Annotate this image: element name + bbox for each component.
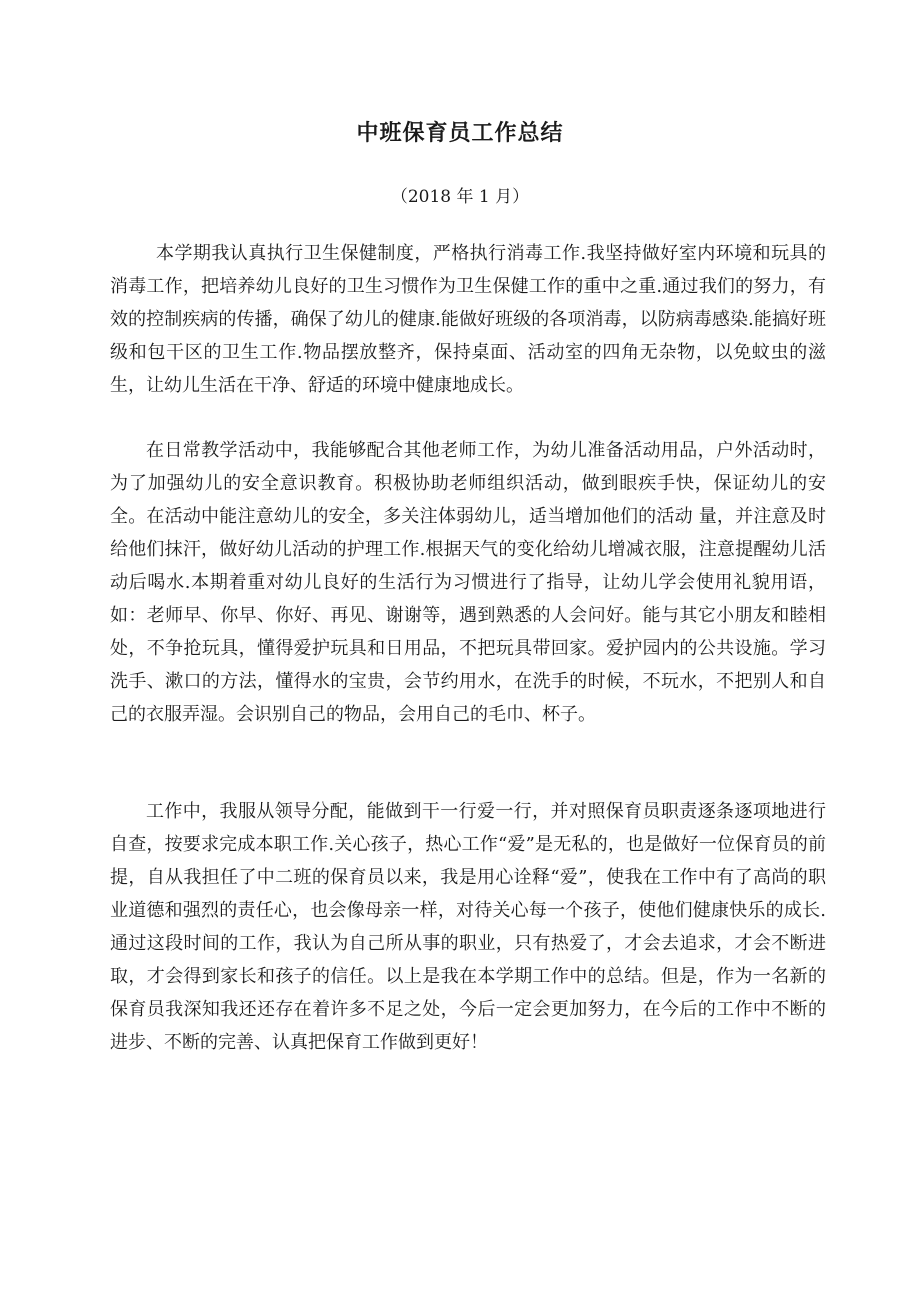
paragraph-1: 本学期我认真执行卫生保健制度，严格执行消毒工作.我坚持做好室内环境和玩具的消毒工作，把培养幼儿良好的卫生习惯作为卫生保健工作的重中之重.通过我们的努力，有效的控制疾病的传播，确保了幼儿的健康.能做好班级的各项消毒，以防病毒感染.能搞好班级和包干区的卫生工作.物品摆放整齐，保持桌面、活动室的四角无杂物，以免蚊虫的滋生，让幼儿生活在干净、舒适的环境中健康地成长。 bbox=[110, 243, 826, 396]
document-title: 中班保育员工作总结 bbox=[356, 121, 564, 146]
paragraph-3: 工作中，我服从领导分配，能做到干一行爱一行，并对照保育员职责逐条逐项地进行自查，按要求完成本职工作.关心孩子，热心工作“爱”是无私的，也是做好一位保育员的前提，自从我担任了中二班的保育员以来，我是用心诠释“爱”，使我在工作中有了高尚的职业道德和强烈的责任心，也会像母亲一样，对待关心每一个孩子，使他们健康快乐的成长.通过这段时间的工作，我认为自己所从事的职业，只有热爱了，才会去追求，才会不断进取，才会得到家长和孩子的信任。以上是我在本学期工作中的总结。但是，作为一名新的保育员我深知我还还存在着许多不足之处，今后一定会更加努力，在今后的工作中不断的进步、不断的完善、认真把保育工作做到更好！ bbox=[110, 801, 826, 1053]
paragraph-2: 在日常教学活动中，我能够配合其他老师工作，为幼儿准备活动用品，户外活动时，为了加强幼儿的安全意识教育。积极协助老师组织活动，做到眼疾手快，保证幼儿的安全。在活动中能注意幼儿的安全，多关注体弱幼儿，适当增加他们的活动 量，并注意及时给他们抹汗，做好幼儿活动的护理工作.根据天气的变化给幼儿增减衣服，注意提醒幼儿活动后喝水.本期着重对幼儿良好的生活行为习惯进行了指导，让幼儿学会使用礼貌用语，如：老师早、你早、你好、再见、谢谢等，遇到熟悉的人会问好。能与其它小朋友和睦相处，不争抢玩具，懂得爱护玩具和日用品，不把玩具带回家。爱护园内的公共设施。学习洗手、漱口的方法，懂得水的宝贵，会节约用水，在洗手的时候，不玩水，不把别人和自己的衣服弄湿。会识别自己的物品，会用自己的毛巾、杯子。 bbox=[110, 440, 826, 725]
document-date: （2018 年 1 月） bbox=[390, 187, 530, 207]
